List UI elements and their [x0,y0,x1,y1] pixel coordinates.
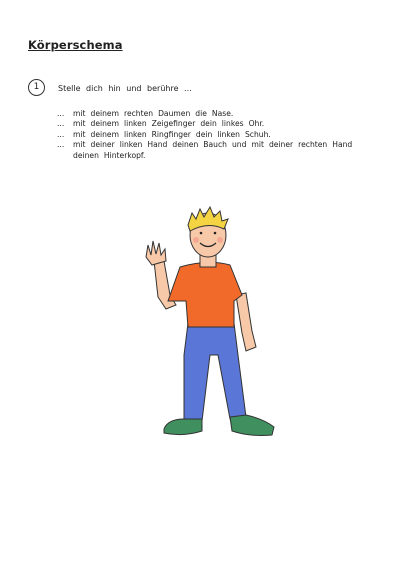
cheek [217,237,223,243]
list-item [57,140,357,150]
cheek [193,237,199,243]
task-number-circle: 1 [28,79,45,96]
list-marker: ... [57,140,65,150]
t-shirt [168,262,242,327]
instruction-continuation: deinen Hinterkopf. [73,150,146,160]
left-shoe [164,419,202,435]
instruction-text: mit deinem rechten Daumen die Nase. [73,109,234,118]
right-eye [214,232,217,235]
waving-hand [146,241,166,265]
instruction-text: mit deiner linken Hand deinen Bauch und mit deiner rechten Hand [73,140,353,150]
boy-illustration [138,205,278,445]
list-item [57,119,357,129]
list-item [57,109,357,119]
list-marker: ... [57,119,65,129]
instruction-text: mit deinem linken Ringfinger dein linken Schuh. [73,129,271,139]
worksheet-title: Körperschema [28,38,123,52]
right-shoe [230,415,274,436]
list-item [57,130,357,140]
instruction-text: mit deinem linken Zeigefinger dein linkes Ohr. [73,119,265,129]
raised-arm [154,261,176,309]
list-marker: ... [57,109,65,118]
jeans [184,323,246,421]
task-prompt: Stelle dich hin und berühre ... [58,84,192,93]
hanging-arm [236,293,256,351]
instruction-list [57,109,357,161]
left-eye [200,232,203,235]
list-marker: ... [57,129,65,139]
